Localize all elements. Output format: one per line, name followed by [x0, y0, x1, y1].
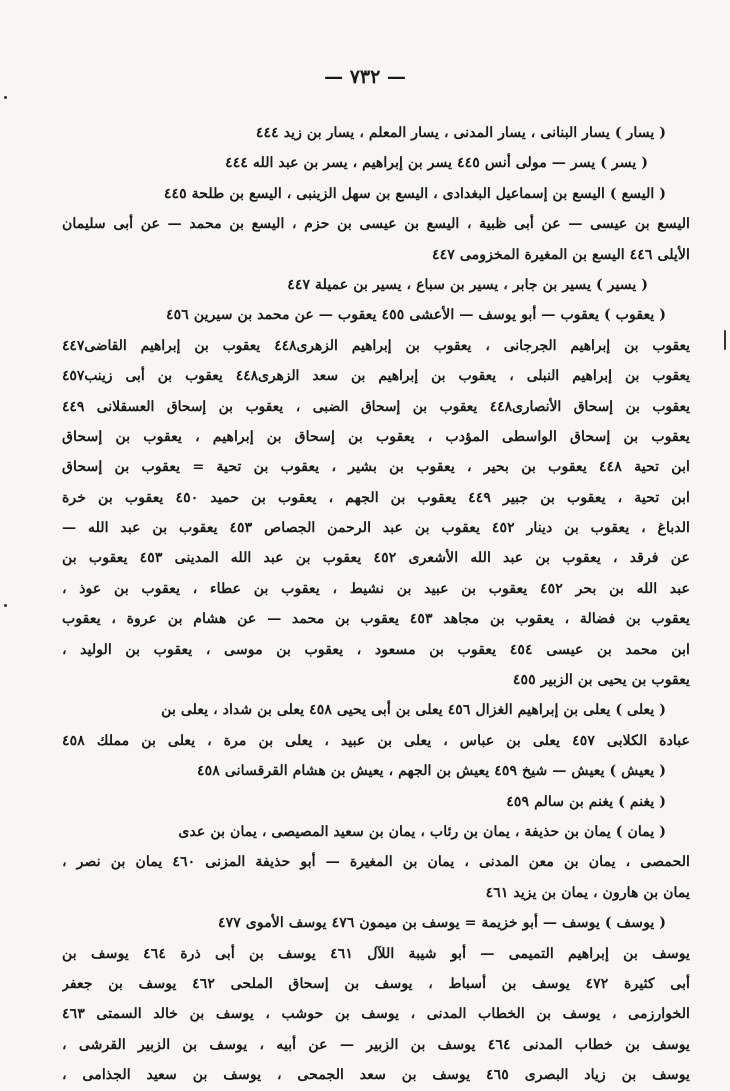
- margin-dot: [4, 604, 7, 607]
- index-line: ( يسار ) يسار البنانى ، يسار المدنى ، يسار المعلم ، يسار بن زيد ٤٤٤: [255, 125, 666, 141]
- index-line: ( يسير ) يسير بن جابر ، يسير بن سباع ، يسير بن عميلة ٤٤٧: [287, 276, 648, 293]
- margin-dot: [724, 330, 726, 350]
- index-line: الحمصى ، يمان بن معن المدنى ، يمان بن المغيرة — أبو حذيفة المزنى ٤٦٠ يمان بن نصر ،: [62, 854, 690, 871]
- index-line: ( يعلى ) يعلى بن إبراهيم الغزال ٤٥٦ يعلى بن أبى يحيى ٤٥٨ يعلى بن شداد ، يعلى بن: [161, 702, 666, 719]
- index-line: ( يعيش ) يعيش — شيخ ٤٥٩ يعيش بن الجهم ، يعيش بن هشام القرقسانى ٤٥٨: [197, 763, 666, 780]
- index-line: ابن محمد بن عيسى ٤٥٤ يعقوب بن مسعود ، يعقوب بن موسى ، يعقوب بن الوليد ،: [62, 641, 690, 658]
- index-line: ابن تحية ، يعقوب بن جبير ٤٤٩ يعقوب بن الجهم ، يعقوب بن حميد ٤٥٠ يعقوب بن خرة: [62, 489, 690, 506]
- index-line: يعقوب بن إسحاق الواسطى المؤدب ، يعقوب بن إسحاق بن إبراهيم ، يعقوب بن إسحاق: [62, 428, 690, 445]
- index-line: عبادة الكلابى ٤٥٧ يعلى بن عباس ، يعلى بن عبيد ، يعلى بن مرة ، يعلى بن مملك ٤٥٨: [62, 732, 690, 749]
- index-line: ( اليسع ) اليسع بن إسماعيل البغدادى ، اليسع بن سهل الزينبى ، اليسع بن طلحة ٤٤٥: [163, 185, 666, 202]
- index-line: الدباغ ، يعقوب بن دينار ٤٥٢ يعقوب بن عبد الرحمن الجصاص ٤٥٣ يعقوب بن عبد الله —: [62, 520, 690, 537]
- index-body: [62, 118, 690, 1091]
- index-line: يمان بن هارون ، يمان بن يزيد ٤٦١: [485, 884, 690, 901]
- index-line: اليسع بن عيسى — عن أبى ظبية ، اليسع بن عيسى بن حزم ، اليسع بن محمد — عن أبى سليمان: [62, 216, 690, 233]
- index-line: ( يوسف ) يوسف — أبو خزيمة = يوسف بن ميمون ٤٧٦ يوسف الأموى ٤٧٧: [217, 915, 666, 932]
- index-line: ( يعقوب ) يعقوب — أبو يوسف — الأعشى ٤٥٥ يعقوب — عن محمد بن سيرين ٤٥٦: [166, 307, 666, 324]
- index-line: يوسف بن خطاب المدنى ٤٦٤ يوسف بن الزبير — عن أبيه ، يوسف بن الزبير القرشى ،: [62, 1036, 690, 1053]
- margin-dot: [4, 96, 7, 99]
- index-line: عن فرقد ، يعقوب بن عبد الله الأشعرى ٤٥٢ يعقوب بن عبد الله المدينى ٤٥٣ يعقوب بن: [62, 550, 690, 567]
- index-line: الأيلى ٤٤٦ اليسع بن المغيرة المخزومى ٤٤٧: [432, 246, 690, 263]
- index-line: يوسف بن إبراهيم التميمى — أبو شيبة اللآل ٤٦١ يوسف بن أبى ذرة ٤٦٤ يوسف بن: [62, 945, 690, 962]
- page-number: — ٧٣٢ —: [324, 66, 406, 88]
- index-line: ( يسر ) يسر — مولى أنس ٤٤٥ يسر بن إبراهيم ، يسر بن عبد الله ٤٤٤: [225, 155, 648, 172]
- index-line: يعقوب بن يحيى بن الزبير ٤٥٥: [512, 672, 690, 689]
- index-line: ابن تحية ٤٤٨ يعقوب بن بحير ، يعقوب بن بشير ، يعقوب بن تحية = يعقوب بن إسحاق: [62, 459, 690, 476]
- index-line: يعقوب بن فضالة ، يعقوب بن مجاهد ٤٥٣ يعقوب بن محمد — عن هشام بن عروة ، يعقوب: [62, 611, 690, 628]
- index-line: يوسف بن زياد البصرى ٤٦٥ يوسف بن سعد الجمحى ، يوسف بن سعيد الجذامى ،: [62, 1067, 690, 1084]
- index-line: ( يمان ) يمان بن حذيفة ، يمان بن رئاب ، يمان بن سعيد المصيصى ، يمان بن عدى: [178, 823, 666, 840]
- index-line: يعقوب بن إبراهيم الجرجانى ، يعقوب بن إبراهيم الزهرى٤٤٨ يعقوب بن إبراهيم القاضى٤٤٧: [62, 337, 690, 354]
- index-line: يعقوب بن إبراهيم النبلى ، يعقوب بن إبراهيم بن سعد الزهرى٤٤٨ يعقوب بن أبى زينب٤٥٧: [62, 368, 690, 385]
- index-line: عبد الله بن بحر ٤٥٢ يعقوب بن عبيد بن نشيط ، يعقوب بن عطاء ، يعقوب بن عوذ ،: [62, 580, 690, 597]
- index-line: الخوارزمى ، يوسف بن الخطاب المدنى ، يوسف بن حوشب ، يوسف بن خالد السمتى ٤٦٣: [62, 1006, 690, 1023]
- index-line: أبى كثيرة ٤٧٢ يوسف بن أسباط ، يوسف بن إسحاق الملحى ٤٦٢ يوسف بن جعفر: [62, 975, 690, 992]
- index-line: يعقوب بن إسحاق الأنصارى٤٤٨ يعقوب بن إسحاق الضبى ، يعقوب بن إسحاق العسقلانى ٤٤٩: [62, 398, 690, 415]
- index-line: ( يغنم ) يغنم بن سالم ٤٥٩: [506, 793, 666, 810]
